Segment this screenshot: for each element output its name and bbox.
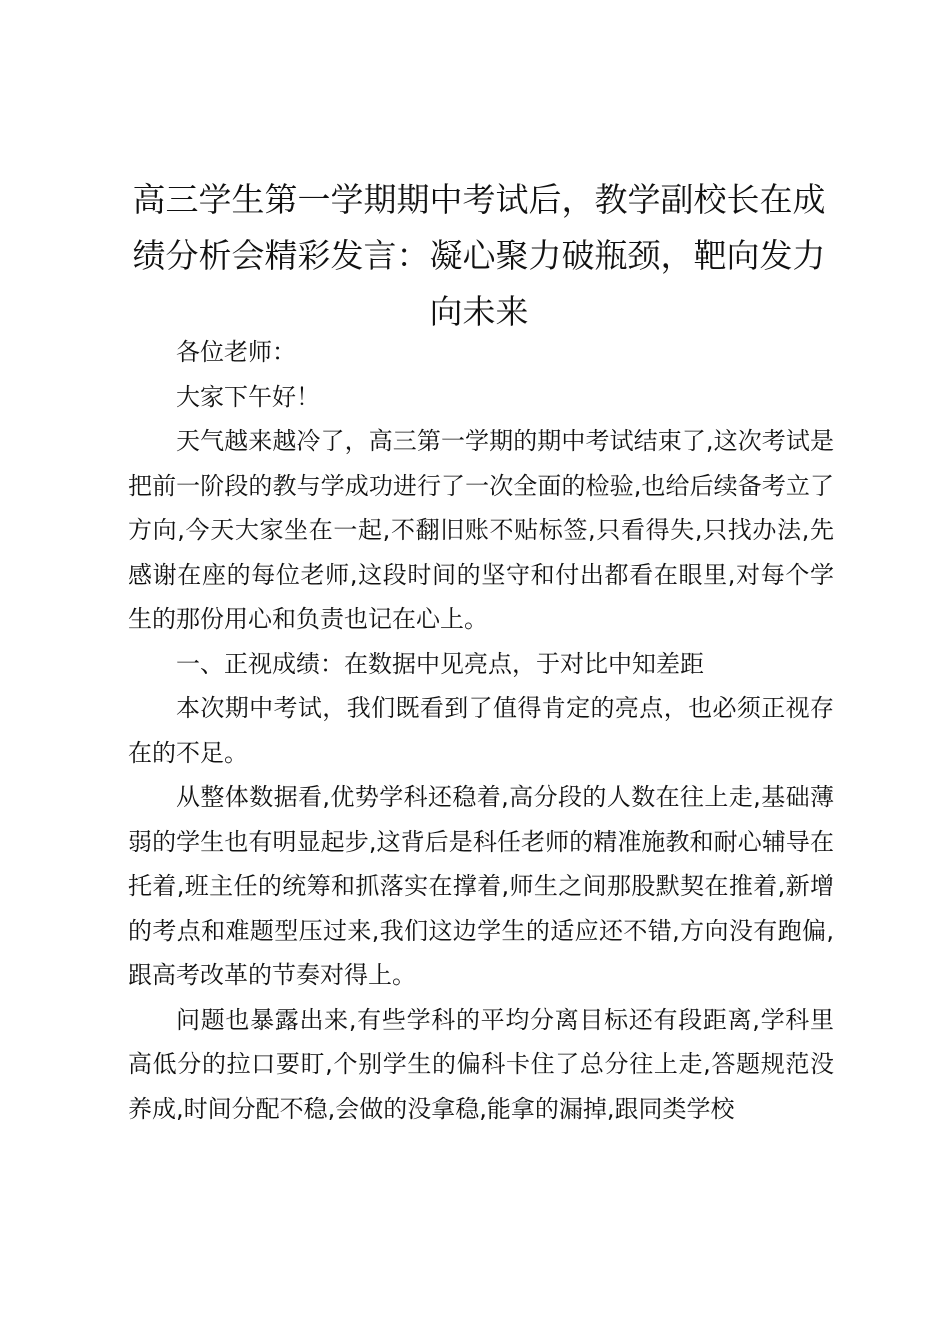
paragraph-overview: 本次期中考试，我们既看到了值得肯定的亮点，也必须正视存在的不足。 xyxy=(128,694,834,767)
paragraph-strengths: 从整体数据看,优势学科还稳着,高分段的人数在往上走,基础薄弱的学生也有明显起步,这背后是科任老师的精准施教和耐心辅导在托着,班主任的统筹和抓落实在撑着,师生之间那股默契在推着,新增的考点和难题型压过来,我们这边学生的适应还不错,方向没有跑偏,跟高考改革的节奏对得上。 xyxy=(128,783,834,989)
intro-paragraph: 天气越来越冷了，高三第一学期的期中考试结束了,这次考试是把前一阶段的教与学成功进行了一次全面的检验,也给后续备考立了方向,今天大家坐在一起,不翻旧账不贴标签,只看得失,只找办法,先感谢在座的每位老师,这段时间的坚守和付出都看在眼里,对每个学生的那份用心和负责也记在心上。 xyxy=(128,427,834,633)
document-title: 高三学生第一学期期中考试后，教学副校长在成绩分析会精彩发言：凝心聚力破瓶颈，靶向发力向未来 xyxy=(132,180,826,331)
salutation: 各位老师： xyxy=(176,338,296,366)
section-heading-1: 一、正视成绩：在数据中见亮点，于对比中知差距 xyxy=(176,649,704,678)
greeting: 大家下午好！ xyxy=(176,382,320,411)
paragraph-problems: 问题也暴露出来,有些学科的平均分离目标还有段距离,学科里高低分的拉口要盯,个别学生的偏科卡住了总分往上走,答题规范没养成,时间分配不稳,会做的没拿稳,能拿的漏掉,跟同类学校 xyxy=(128,1005,834,1123)
document-body xyxy=(128,330,834,1131)
